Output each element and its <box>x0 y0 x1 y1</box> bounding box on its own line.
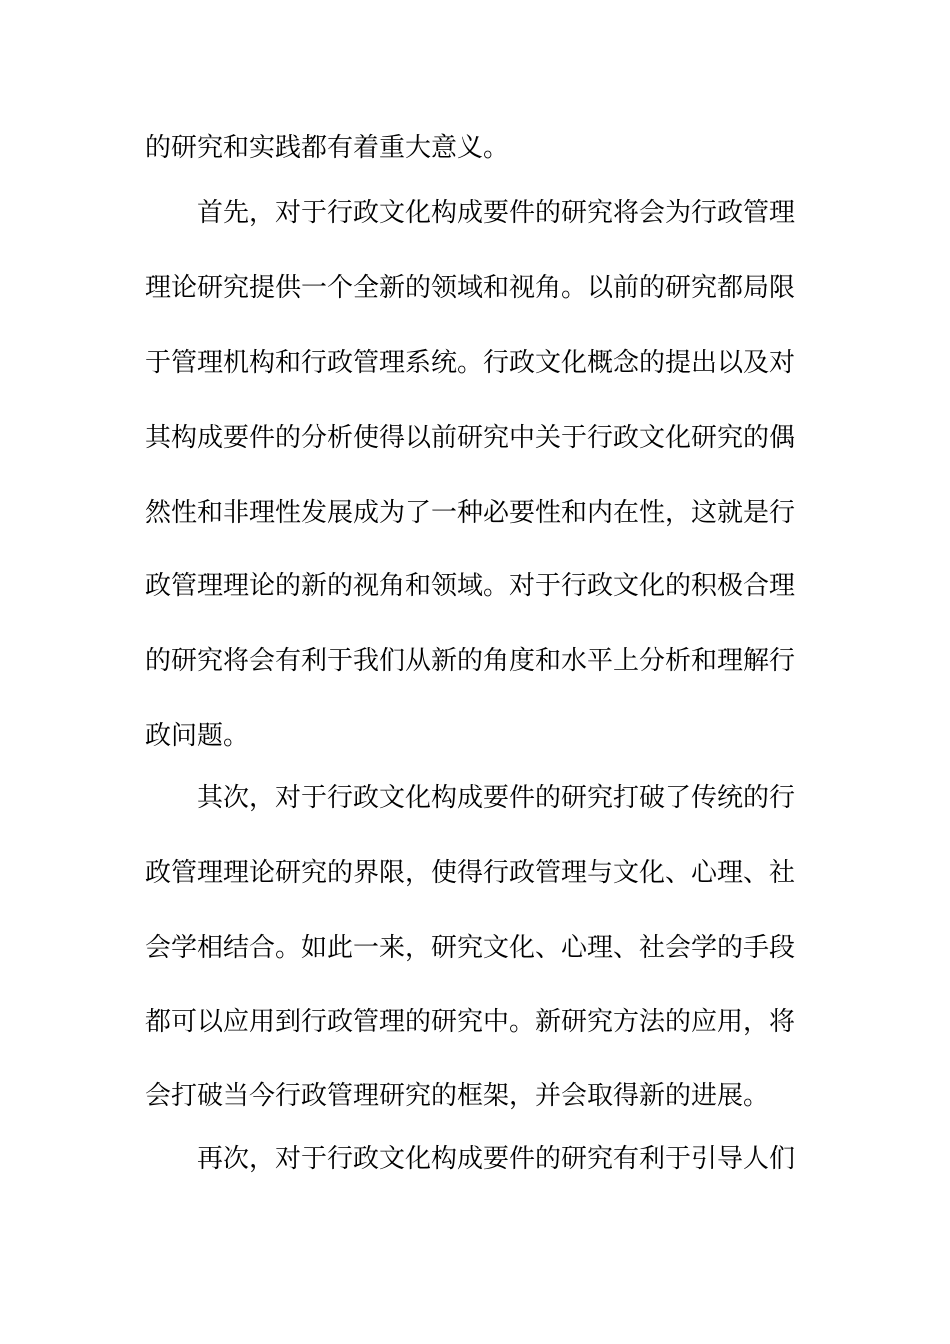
text-line: 然性和非理性发展成为了一种必要性和内在性，这就是行 <box>145 498 796 528</box>
text-line: 的研究和实践都有着重大意义。 <box>145 133 510 163</box>
text-line: 其构成要件的分析使得以前研究中关于行政文化研究的偶 <box>145 423 796 453</box>
text-line: 都可以应用到行政管理的研究中。新研究方法的应用，将 <box>145 1007 796 1037</box>
text-line: 政问题。 <box>145 721 250 751</box>
text-line: 会学相结合。如此一来，研究文化、心理、社会学的手段 <box>145 933 796 963</box>
text-line: 再次，对于行政文化构成要件的研究有利于引导人们 <box>197 1144 796 1174</box>
text-line: 的研究将会有利于我们从新的角度和水平上分析和理解行 <box>145 646 796 676</box>
text-line: 于管理机构和行政管理系统。行政文化概念的提出以及对 <box>145 348 796 378</box>
text-line: 其次，对于行政文化构成要件的研究打破了传统的行 <box>197 783 796 813</box>
text-line: 首先，对于行政文化构成要件的研究将会为行政管理 <box>197 198 796 228</box>
text-line: 理论研究提供一个全新的领域和视角。以前的研究都局限 <box>145 273 796 303</box>
text-line: 政管理理论研究的界限，使得行政管理与文化、心理、社 <box>145 858 796 888</box>
text-line: 会打破当今行政管理研究的框架，并会取得新的进展。 <box>145 1081 770 1111</box>
text-line: 政管理理论的新的视角和领域。对于行政文化的积极合理 <box>145 571 796 601</box>
